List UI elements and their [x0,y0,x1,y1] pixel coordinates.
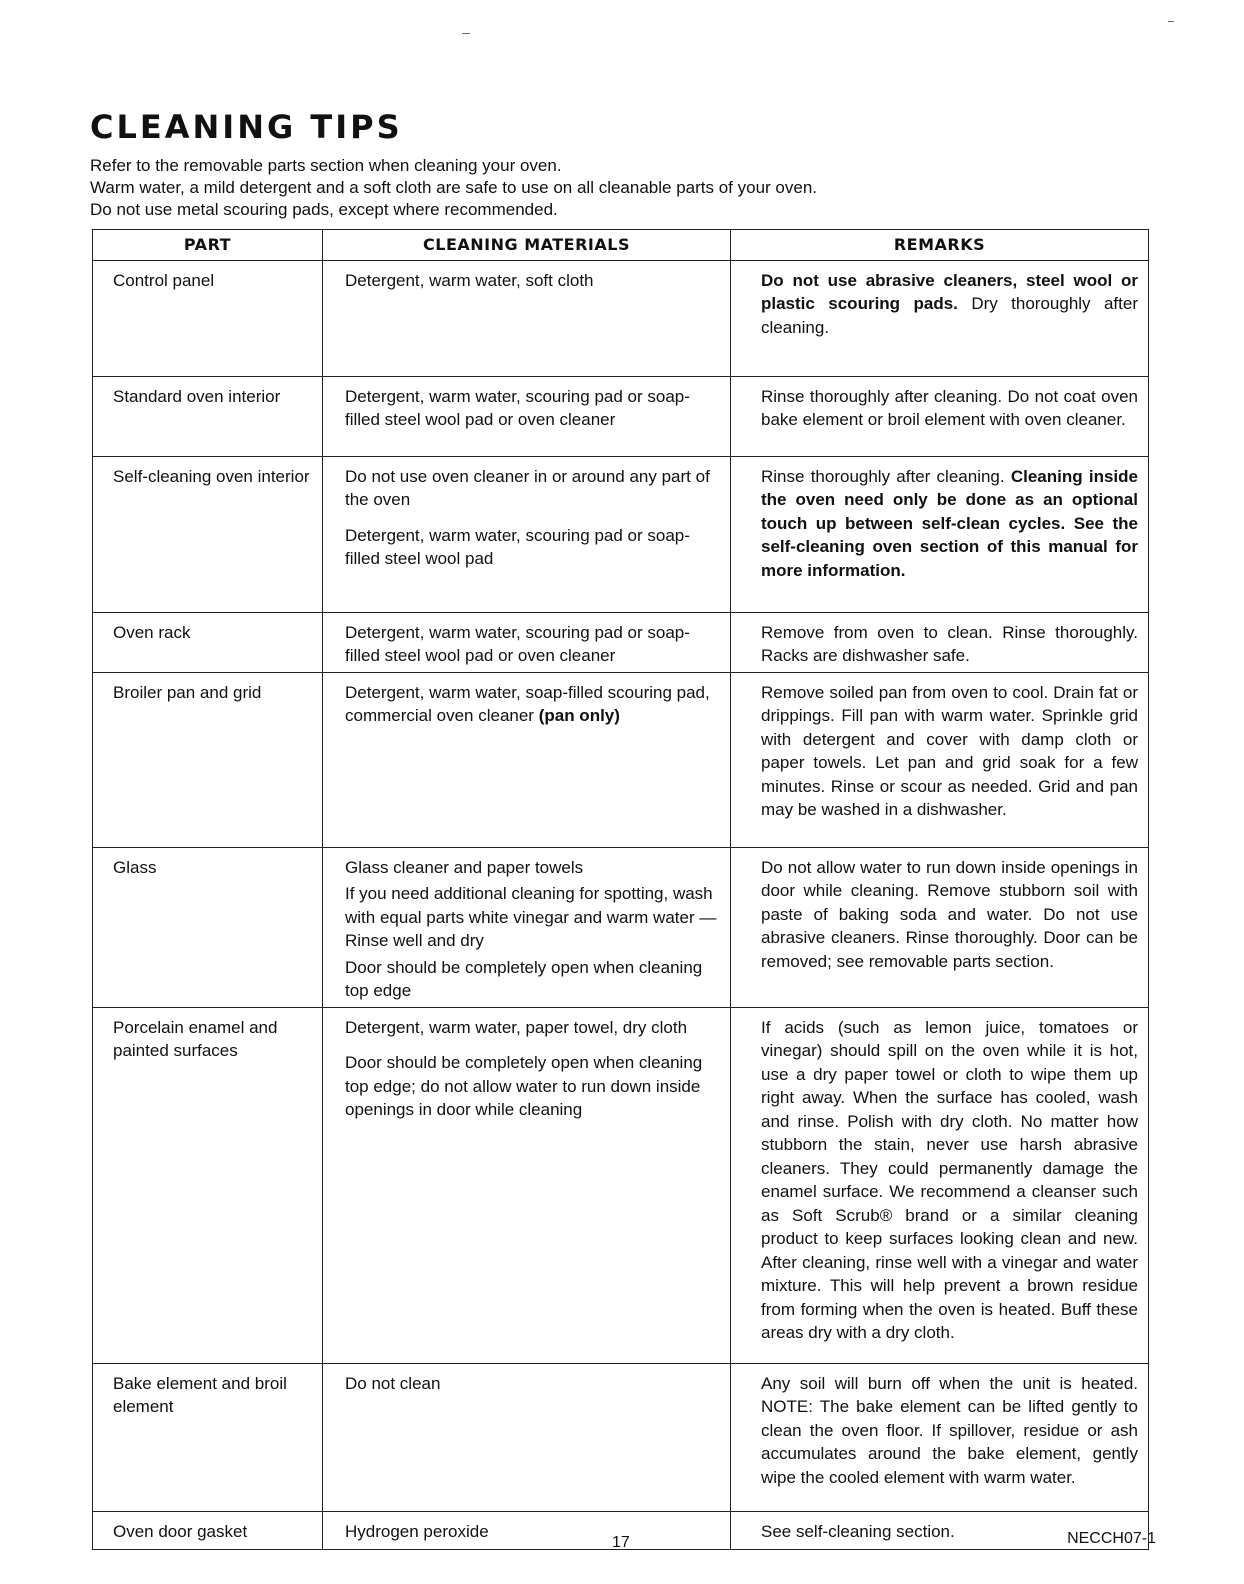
part-cell: Control panel [93,260,323,376]
table-header-row [93,230,1149,261]
remarks-text: If acids (such as lemon juice, tomatoes or vinegar) should spill on the oven while it is hot, use a dry paper towel or cloth to wipe them up right away. When the surface has cooled, wash and rinse. Polish with dry cloth. No matter how stubborn the stain, never use harsh abrasive cleaners. They could permanently damage the enamel surface. We recommend a cleanser such as Soft Scrub® brand or a similar cleaning product to keep surfaces looking clean and new. After cleaning, rinse well with a vinegar and water mixture. This will help prevent a brown residue from forming when the oven is heated. Buff these areas dry with a dry cloth. [761,1017,1138,1342]
materials-text: Do not clean [345,1373,441,1393]
remarks-text: Rinse thoroughly after cleaning. Do not coat oven bake element or broil element with oven cleaner. [761,386,1138,429]
materials-cell [323,376,731,456]
intro-line: Do not use metal scouring pads, except where recommended. [90,200,558,219]
document-code: NECCH07-1 [1067,1530,1156,1547]
materials-text: Detergent, warm water, scouring pad or soap-filled steel wool pad or oven cleaner [345,386,690,429]
table-row [93,1363,1149,1511]
remarks-cell [731,456,1149,612]
header-remarks: REMARKS [731,230,1149,261]
remarks-cell [731,1363,1149,1511]
header-cleaning-materials: CLEANING MATERIALS [323,230,731,261]
scan-speck [1168,21,1174,22]
table-row [93,260,1149,376]
remarks-text: See self-cleaning section. [761,1521,955,1541]
remarks-cell [731,847,1149,1007]
materials-cell [323,1511,731,1549]
materials-cell [323,1363,731,1511]
remarks-text: Rinse thoroughly after cleaning. [761,466,1005,486]
remarks-cell [731,672,1149,847]
materials-note: (pan only) [538,706,620,725]
intro-line: Refer to the removable parts section when cleaning your oven. [90,156,562,175]
part-cell: Glass [93,847,323,1007]
remarks-note: Cleaning inside the oven need only be done as an optional touch up between self-clean cycles. See the self-cleaning oven section of this manual for more information. [761,466,1138,580]
materials-cell [323,1007,731,1363]
remarks-cell [731,260,1149,376]
remarks-text: Remove soiled pan from oven to cool. Drain fat or drippings. Fill pan with warm water. Sprinkle grid with detergent and cover with damp cloth or paper towels. Let pan and grid soak for a few minutes. Rinse or scour as needed. Grid and pan may be washed in a dishwasher. [761,682,1138,819]
remarks-cell [731,1007,1149,1363]
part-cell: Oven rack [93,612,323,672]
materials-text: Detergent, warm water, scouring pad or soap-filled steel wool pad [345,525,690,568]
remarks-warning: Do not use abrasive cleaners, steel wool or plastic scouring pads. [761,270,1138,313]
table-row [93,612,1149,672]
table-row [93,376,1149,456]
part-cell: Oven door gasket [93,1511,323,1549]
remarks-text: Remove from oven to clean. Rinse thoroughly. Racks are dishwasher safe. [761,622,1138,665]
materials-cell [323,260,731,376]
materials-cell [323,456,731,612]
materials-text: Glass cleaner and paper towels [345,857,584,877]
intro-text [90,155,817,221]
materials-text: Door should be completely open when cleaning top edge; do not allow water to run down inside openings in door while cleaning [345,1053,703,1119]
materials-cell [323,672,731,847]
cleaning-tips-table [92,229,1149,1550]
table-row [93,672,1149,847]
materials-text: Detergent, warm water, scouring pad or soap-filled steel wool pad or oven cleaner [345,622,690,665]
remarks-text: Any soil will burn off when the unit is heated. NOTE: The bake element can be lifted gently to clean the oven floor. If spillover, residue or ash accumulates around the bake element, gently wipe the cooled element with warm water. [761,1373,1138,1487]
materials-cell [323,847,731,1007]
materials-text: Hydrogen peroxide [345,1521,489,1541]
materials-text: Detergent, warm water, soft cloth [345,270,594,290]
remarks-cell [731,612,1149,672]
materials-text: Detergent, warm water, paper towel, dry cloth [345,1017,688,1037]
remarks-cell [731,376,1149,456]
part-cell: Broiler pan and grid [93,672,323,847]
materials-text: If you need additional cleaning for spotting, wash with equal parts white vinegar and warm water — Rinse well and dry [345,884,717,950]
page-title: CLEANING TIPS [90,108,403,146]
scan-speck [462,33,470,34]
table-row [93,847,1149,1007]
part-cell: Bake element and broil element [93,1363,323,1511]
header-part: PART [93,230,323,261]
materials-cell [323,612,731,672]
intro-line: Warm water, a mild detergent and a soft cloth are safe to use on all cleanable parts of your oven. [90,178,817,197]
part-cell: Standard oven interior [93,376,323,456]
materials-text: Detergent, warm water, soap-filled scouring pad, commercial oven cleaner [345,682,710,725]
table-row [93,1007,1149,1363]
remarks-text: Do not allow water to run down inside openings in door while cleaning. Remove stubborn soil with paste of baking soda and water. Do not use abrasive cleaners. Rinse thoroughly. Door can be removed; see removable parts section. [761,857,1138,971]
remarks-text: Dry thoroughly after cleaning. [761,294,1138,337]
materials-text: Door should be completely open when cleaning top edge [345,957,703,1000]
part-cell: Porcelain enamel and painted surfaces [93,1007,323,1363]
page-number: 17 [612,1534,630,1551]
part-cell: Self-cleaning oven interior [93,456,323,612]
materials-text: Do not use oven cleaner in or around any part of the oven [345,466,710,509]
table-row [93,456,1149,612]
